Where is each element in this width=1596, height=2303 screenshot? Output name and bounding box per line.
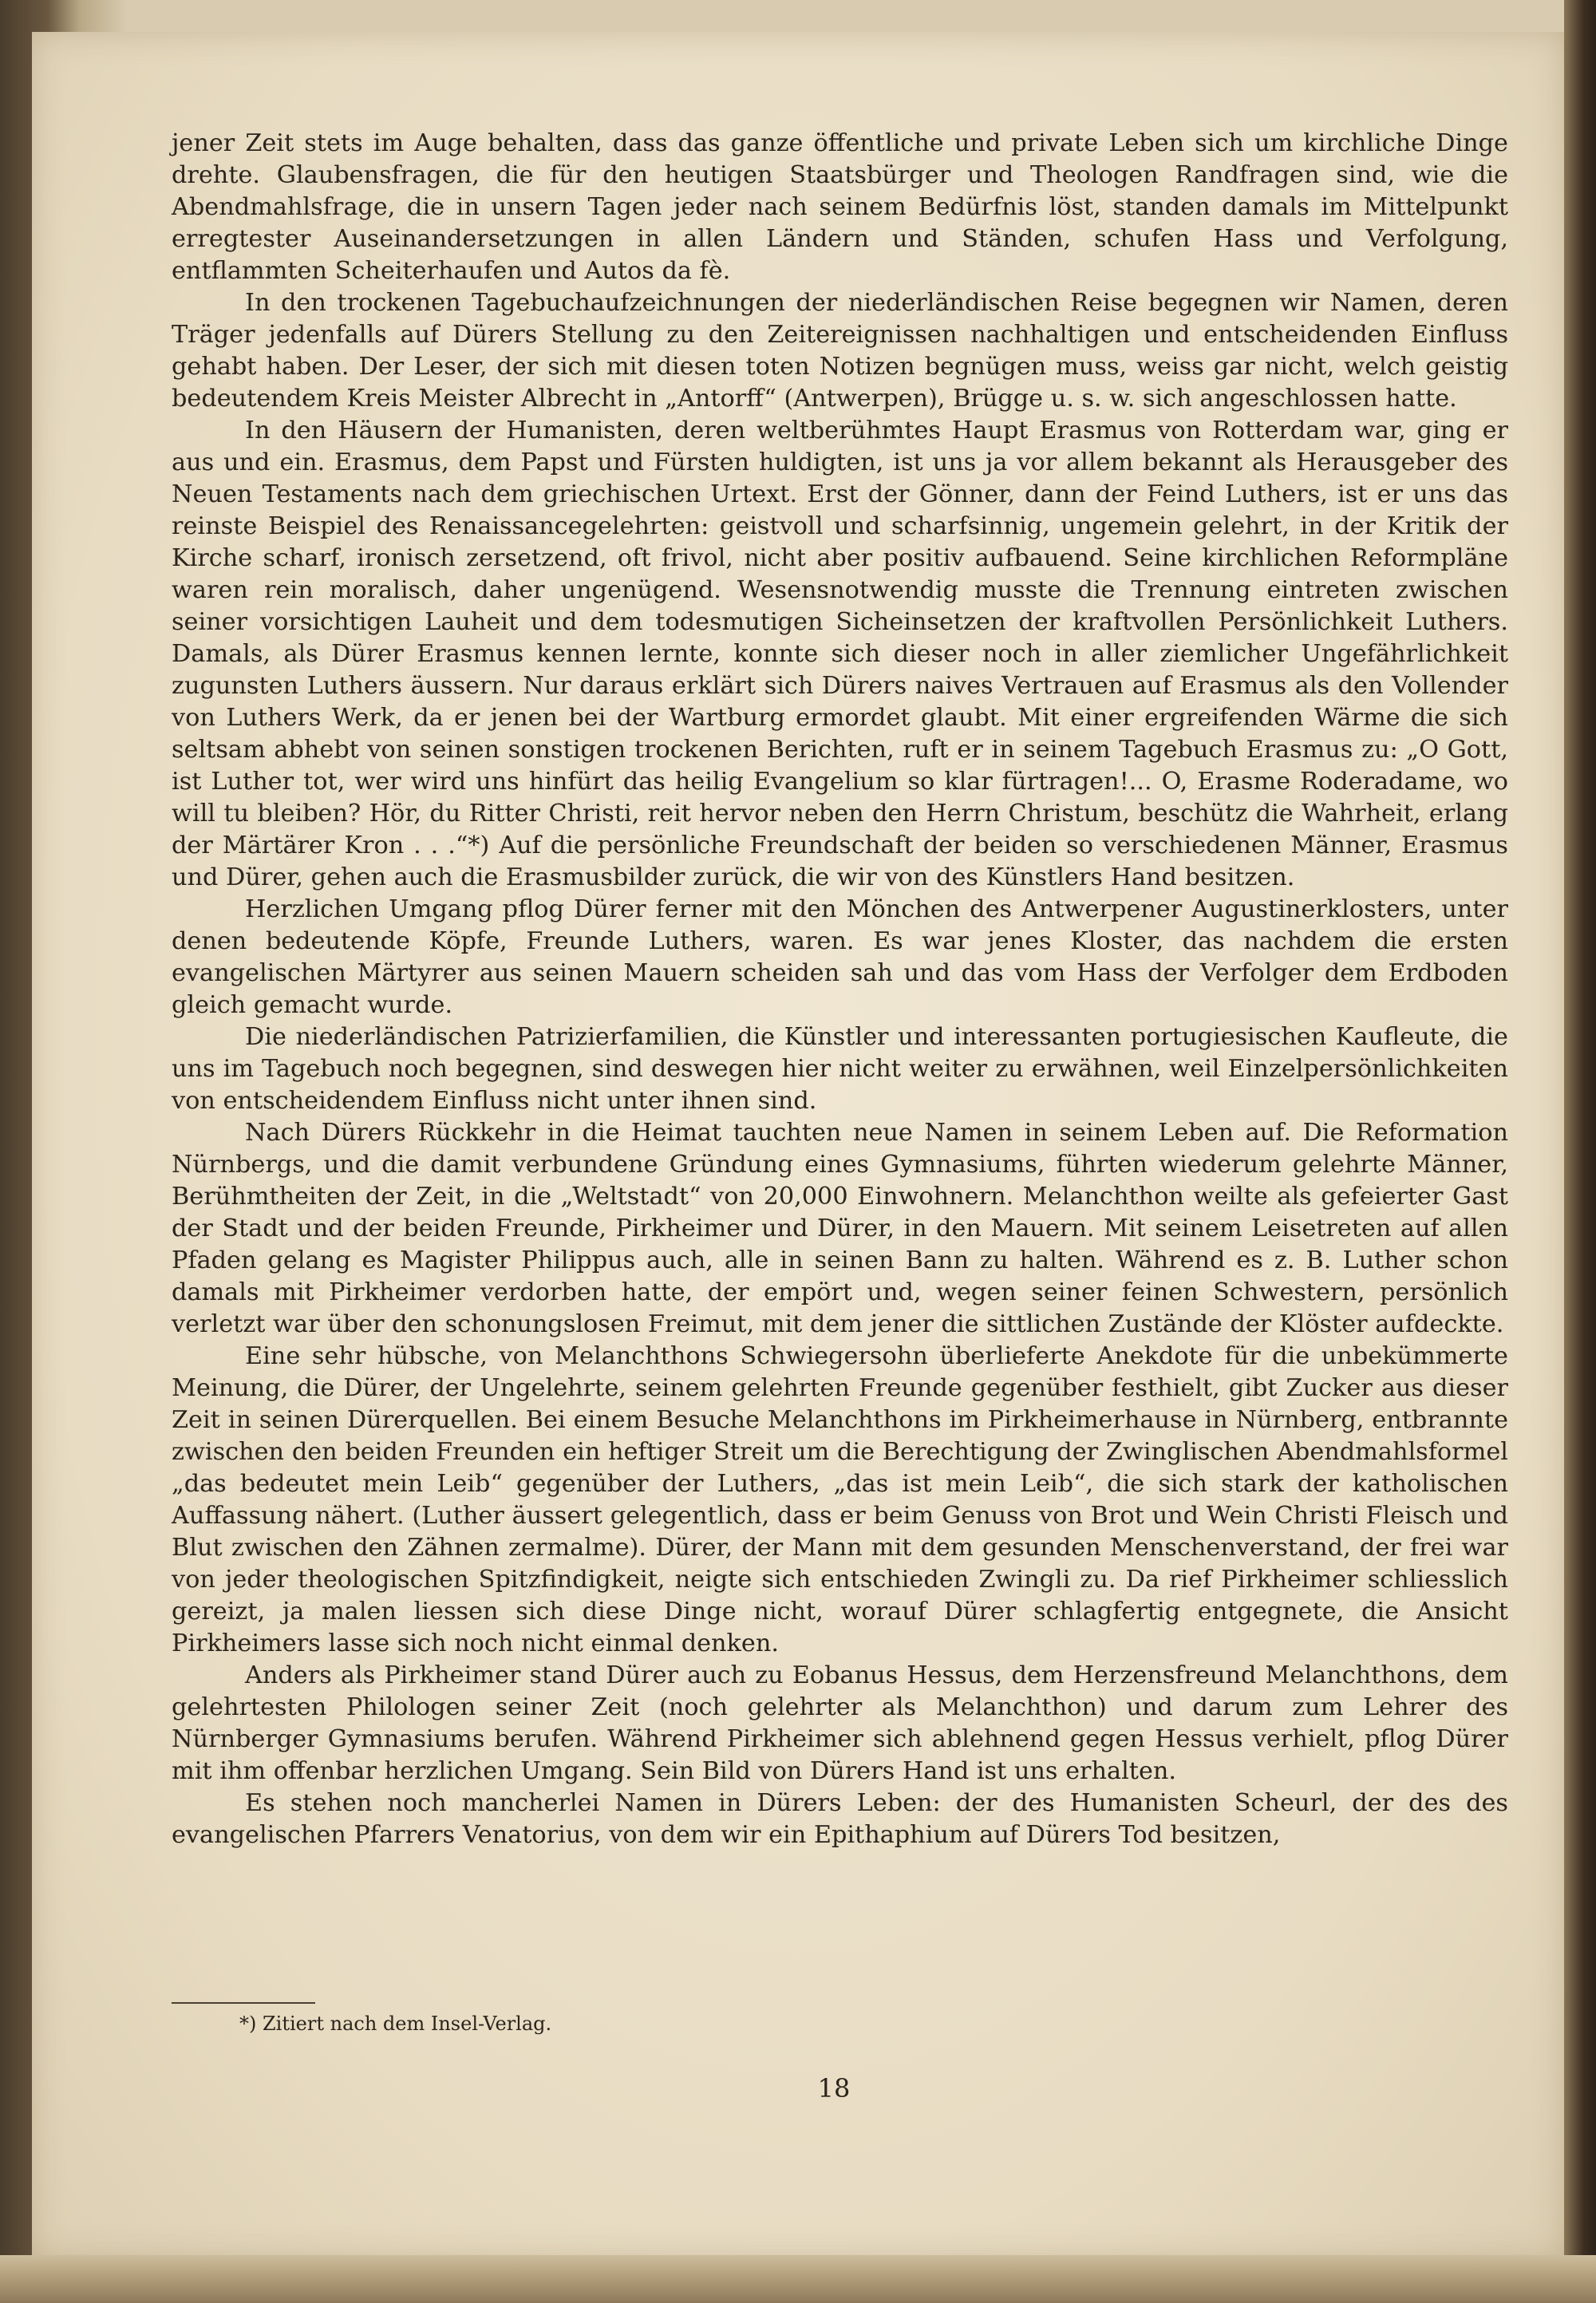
footnote-divider	[172, 2002, 315, 2004]
page-stack-edge	[0, 2255, 1596, 2303]
footnote: *) Zitiert nach dem Insel-Verlag.	[239, 2013, 552, 2035]
paragraph: Anders als Pirkheimer stand Dürer auch zu Eobanus Hessus, dem Herzensfreund Melanchthons, dem gelehrtesten Philologen seiner Zeit (noch gelehrter als Melanchthon) und darum zum Lehrer des Nürnberger Gymnasiums berufen. Während Pirkheimer sich ablehnend gegen Hessus verhielt, pflog Dürer mit ihm offenbar herzlichen Umgang. Sein Bild von Dürers Hand ist uns erhalten.	[172, 1661, 1508, 1785]
paragraph: Nach Dürers Rückkehr in die Heimat tauchten neue Namen in seinem Leben auf. Die Reformation Nürnbergs, und die damit verbundene Gründung eines Gymnasiums, führten wiederum gelehrte Männer, Berühmtheiten der Zeit, in die „Weltstadt“ von 20,000 Einwohnern. Melanchthon weilte als gefeierter Gast der Stadt und der beiden Freunde, Pirkheimer und Dürer, in den Mauern. Mit seinem Leisetreten auf allen Pfaden gelang es Magister Philippus auch, alle in seinen Bann zu halten. Während es z. B. Luther schon damals mit Pirkheimer verdorben hatte, der empört und, wegen seiner feinen Schwestern, persönlich verletzt war über den schonungslosen Freimut, mit dem jener die sittlichen Zustände der Klöster aufdeckte.	[172, 1119, 1508, 1338]
paragraph: Es stehen noch mancherlei Namen in Dürers Leben: der des Humanisten Scheurl, der des des evangelischen Pfarrers Venatorius, von dem wir ein Epithaphium auf Dürers Tod besitzen,	[172, 1789, 1508, 1849]
paragraph: In den Häusern der Humanisten, deren weltberühmtes Haupt Erasmus von Rotterdam war, ging er aus und ein. Erasmus, dem Papst und Fürsten huldigten, ist uns ja vor allem bekannt als Herausgeber des Neuen Testaments nach dem griechischen Urtext. Erst der Gönner, dann der Feind Luthers, ist er uns das reinste Beispiel des Renaissancegelehrten: geistvoll und scharfsinnig, ungemein gelehrt, in der Kritik der Kirche scharf, ironisch zersetzend, oft frivol, nicht aber positiv aufbauend. Seine kirchlichen Reformpläne waren rein moralisch, daher ungenügend. Wesensnotwendig musste die Trennung eintreten zwischen seiner vorsichtigen Lauheit und dem todesmutigen Sicheinsetzen der kraftvollen Persönlichkeit Luthers. Damals, als Dürer Erasmus kennen lernte, konnte sich dieser noch in aller ziemlicher Ungefährlichkeit zugunsten Luthers äussern. Nur daraus erklärt sich Dürers naives Vertrauen auf Erasmus als den Vollender von Luthers Werk, da er jenen bei der Wartburg ermordet glaubt. Mit einer ergreifenden Wärme die sich seltsam abhebt von seinen sonstigen trockenen Berichten, ruft er in seinem Tagebuch Erasmus zu: „O Gott, ist Luther tot, wer wird uns hinfürt das heilig Evangelium so klar fürtragen!... O, Erasme Roderadame, wo will tu bleiben? Hör, du Ritter Christi, reit hervor neben den Herrn Christum, beschütz die Wahrheit, erlang der Märtärer Kron . . .“*) Auf die persönliche Freundschaft der beiden so verschiedenen Männer, Erasmus und Dürer, gehen auch die Erasmusbilder zurück, die wir von des Künstlers Hand besitzen.	[172, 417, 1508, 891]
paragraph: Herzlichen Umgang pflog Dürer ferner mit den Mönchen des Antwerpener Augustinerklosters, unter denen bedeutende Köpfe, Freunde Luthers, waren. Es war jenes Kloster, das nachdem die ersten evangelischen Märtyrer aus seinen Mauern scheiden sah und das vom Hass der Verfolger dem Erdboden gleich gemacht wurde.	[172, 895, 1508, 1019]
page-number: 18	[817, 2073, 851, 2104]
paragraph: jener Zeit stets im Auge behalten, dass das ganze öffentliche und private Leben sich um kirchliche Dinge drehte. Glaubensfragen, die für den heutigen Staatsbürger und Theologen Randfragen sind, wie die Abendmahlsfrage, die in unsern Tagen jeder nach seinem Bedürfnis löst, standen damals im Mittelpunkt erregtester Auseinandersetzungen in allen Ländern und Ständen, schufen Hass und Verfolgung, entflammten Scheiterhaufen und Autos da fè.	[172, 129, 1508, 285]
paragraph: Die niederländischen Patrizierfamilien, die Künstler und interessanten portugiesischen Kaufleute, die uns im Tagebuch noch begegnen, sind deswegen hier nicht weiter zu erwähnen, weil Einzelpersönlichkeiten von entscheidendem Einfluss nicht unter ihnen sind.	[172, 1023, 1508, 1115]
body-text	[172, 128, 1508, 1851]
book-spine-edge	[1564, 0, 1596, 2303]
paragraph: In den trockenen Tagebuchaufzeichnungen der niederländischen Reise begegnen wir Namen, deren Träger jedenfalls auf Dürers Stellung zu den Zeitereignissen nachhaltigen und entscheidenden Einfluss gehabt haben. Der Leser, der sich mit diesen toten Notizen begnügen muss, weiss gar nicht, welch geistig bedeutendem Kreis Meister Albrecht in „Antorff“ (Antwerpen), Brügge u. s. w. sich angeschlossen hatte.	[172, 289, 1508, 413]
paragraph: Eine sehr hübsche, von Melanchthons Schwiegersohn überlieferte Anekdote für die unbekümmerte Meinung, die Dürer, der Ungelehrte, seinem gelehrten Freunde gegenüber festhielt, gibt Zucker aus dieser Zeit in seinen Dürerquellen. Bei einem Besuche Melanchthons im Pirkheimerhause in Nürnberg, entbrannte zwischen den beiden Freunden ein heftiger Streit um die Berechtigung der Zwinglischen Abendmahlsformel „das bedeutet mein Leib“ gegenüber der Luthers, „das ist mein Leib“, die sich stark der katholischen Auffassung nähert. (Luther äussert gelegentlich, dass er beim Genuss von Brot und Wein Christi Fleisch und Blut zwischen den Zähnen zermalme). Dürer, der Mann mit dem gesunden Menschenverstand, der frei war von jeder theologischen Spitzfindigkeit, neigte sich entschieden Zwingli zu. Da rief Pirkheimer schliesslich gereizt, ja malen liessen sich diese Dinge nicht, worauf Dürer schlagfertig entgegnete, die Ansicht Pirkheimers lasse sich noch nicht einmal denken.	[172, 1342, 1508, 1657]
